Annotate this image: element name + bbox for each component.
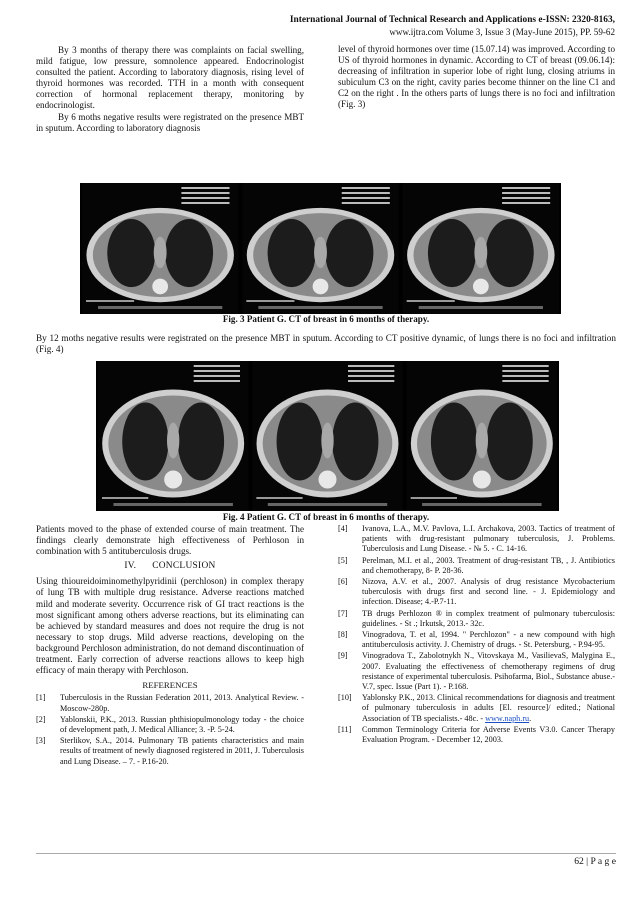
- figure-3-ct-scans: [80, 183, 561, 314]
- reference-number: [10]: [338, 693, 352, 703]
- reference-text: Yablonskii, P.K., 2013. Russian phthisiopulmonology today - the choice of development path, J. Medical Alliance; 3. -P. 5-24.: [60, 714, 304, 734]
- paragraph: Using thioureidoiminomethylpyridinii (perchloson) in complex therapy of lung TB with multiple drug resistance. Adverse reactions matched mild and moderate severity. Occurrence risk of GI tract reactions is the most significant among others adverse reactions, but its eliminating can be achieved by standard measures and does not require the drug is not necessary to stop drugs. Mild adverse reactions, developing on the background Perchloson administration, do not demand discontinuation of treatment. Early correction of adverse reactions allows to keep high efficacy of main therapy with Perchloson.: [36, 576, 304, 676]
- right-column-top: [338, 44, 615, 111]
- reference-number: [11]: [338, 724, 352, 734]
- paragraph: Patients moved to the phase of extended course of main treatment. The findings clearly demonstrate high effectiveness of Perhloson in combination with 5 antituberculosis drugs.: [36, 524, 304, 557]
- paragraph: level of thyroid hormones over time (15.07.14) was improved. According to US of thyroid hormones in dynamic. According to CT of breast (09.06.14): decreasing of infiltration in superior lobe of right lung, closing atriums in subiculum C3 on the right, cavity paries become thinner on the line C1 and C2 on the right . In the others parts of lungs there is no foci and infiltration (Fig. 3): [338, 44, 615, 110]
- reference-text: Tuberculosis in the Russian Federation 2011, 2013. Analytical Review. - Moscow-280p.: [60, 693, 304, 713]
- reference-text: Perelman, M.I. et al., 2003. Treatment of drug-resistant TB, , J. Antibiotics and chemotherapy, 8- P. 28-36.: [362, 555, 615, 575]
- ct-image-strip: [80, 183, 561, 314]
- reference-item: [338, 609, 615, 629]
- reference-text: Ivanova, L.A., M.V. Pavlova, L.I. Archakova, 2003. Tactics of treatment of patients with drug-resistant pulmonary tuberculosis, J. Problems. Tuberculosis and Lung Disease. - № 5. - С. 14-16.: [362, 524, 615, 554]
- middle-paragraph: [36, 333, 616, 356]
- ct-image-strip: [96, 361, 559, 511]
- reference-number: [2]: [36, 714, 46, 724]
- figure-3-caption: Fig. 3 Patient G. CT of breast in 6 months of therapy.: [222, 314, 430, 324]
- left-column-top: [36, 45, 304, 134]
- figure-4-caption: Fig. 4 Patient G. CT of breast in 6 months of therapy.: [222, 512, 430, 522]
- ct-scan-panel: [98, 361, 248, 511]
- reference-item: [36, 693, 304, 713]
- ct-scan-panel: [407, 361, 557, 511]
- reference-item: [338, 524, 615, 555]
- footer-divider: [36, 853, 616, 854]
- ct-scan-panel: [82, 183, 238, 314]
- reference-text: Yablonsky P.K., 2013. Clinical recommendations for diagnosis and treatment of pulmonary tuberculosis in adults [El. resource]/ edited.; National Association of TB specialists.- 48c. - www.naph.ru.: [362, 693, 615, 723]
- reference-number: [5]: [338, 555, 348, 565]
- reference-number: [4]: [338, 524, 348, 533]
- reference-text: TB drugs Perhlozon ® in complex treatment of pulmonary tuberculosis: guidelines. - St .; Irkutsk, 2013.- 32c.: [362, 608, 615, 628]
- section-number: IV.: [124, 561, 137, 572]
- journal-volume: www.ijtra.com Volume 3, Issue 3 (May-June 2015), PP. 59-62: [389, 27, 615, 37]
- ct-scan-panel: [403, 183, 559, 314]
- reference-item: [338, 556, 615, 576]
- reference-number: [6]: [338, 577, 348, 587]
- paragraph: By 6 moths negative results were registrated on the presence MBT in sputum. According to laboratory diagnosis: [36, 111, 304, 133]
- reference-number: [7]: [338, 608, 348, 618]
- reference-text: Nizova, A.V. et al., 2007. Analysis of drug resistance Mycobacterium tuberculosis with drugs first and second line. - J. Epidemiology and infection. Disease; 4.-P.7-11.: [362, 577, 615, 607]
- ct-scan-panel: [242, 183, 398, 314]
- reference-text: Common Terminology Criteria for Adverse Events V3.0. Cancer Therapy Evaluation Program. - December 12, 2003.: [362, 724, 615, 745]
- left-column-bottom: [36, 524, 304, 768]
- reference-item: [338, 725, 615, 745]
- reference-number: [3]: [36, 736, 46, 746]
- right-column-bottom: [338, 524, 615, 746]
- reference-number: [8]: [338, 630, 348, 640]
- section-title: CONCLUSION: [152, 561, 216, 572]
- reference-text: Sterlikov, S.A., 2014. Pulmonary TB patients characteristics and main results of treatment of newly diagnosed registered in 2011, J. Tuberculosis and Lung Disease. – 7. - P.16-20.: [60, 736, 304, 766]
- reference-text: Vinogradova T., Zabolotnykh N., Vitovskaya M., VasilievaS, Malygina E., 2007. Evaluating the effectiveness of chemotherapy regimens of drug resistance of experimental tuberculosis. Psihofarma, Biol., Substance abuse.- V.7, spec. Issue (Part 1). - P.168.: [362, 651, 615, 692]
- reference-number: [9]: [338, 651, 348, 661]
- paragraph: By 12 moths negative results were registrated on the presence MBT in sputum. According to CT positive dynamic, of lungs there is no foci and infiltration (Fig. 4): [36, 333, 616, 355]
- ct-scan-panel: [252, 361, 402, 511]
- reference-text: Vinogradova, T. et al, 1994. " Perchlozon" - a new compound with high antituberculosis activity. J. Chemistry of drugs. - St. Petersburg, - P.94-95.: [362, 630, 615, 650]
- section-heading: [36, 561, 304, 572]
- reference-item: [338, 651, 615, 692]
- reference-item: [338, 630, 615, 650]
- reference-item: [36, 736, 304, 767]
- reference-item: [338, 693, 615, 724]
- references-list-left: [36, 693, 304, 766]
- reference-link[interactable]: www.naph.ru: [485, 713, 530, 723]
- reference-number: [1]: [36, 693, 46, 703]
- page-number: 62 | P a g e: [574, 856, 616, 867]
- reference-item: [36, 715, 304, 735]
- figure-4-ct-scans: [96, 361, 559, 511]
- references-list-right: [338, 524, 615, 745]
- paragraph: By 3 months of therapy there was complaints on facial swelling, mild fatigue, low pressure, somnolence appeared. Endocrinologist consulted the patient. According to laboratory diagnosis, rising level of thyroid hormones was recorded. TTH in a month with consequent correction of hormonal replacement therapy, monitoring by endocrinologist.: [36, 45, 304, 111]
- reference-item: [338, 577, 615, 608]
- references-heading: REFERENCES: [142, 680, 198, 691]
- journal-title: International Journal of Technical Research and Applications e-ISSN: 2320-8163,: [289, 15, 615, 25]
